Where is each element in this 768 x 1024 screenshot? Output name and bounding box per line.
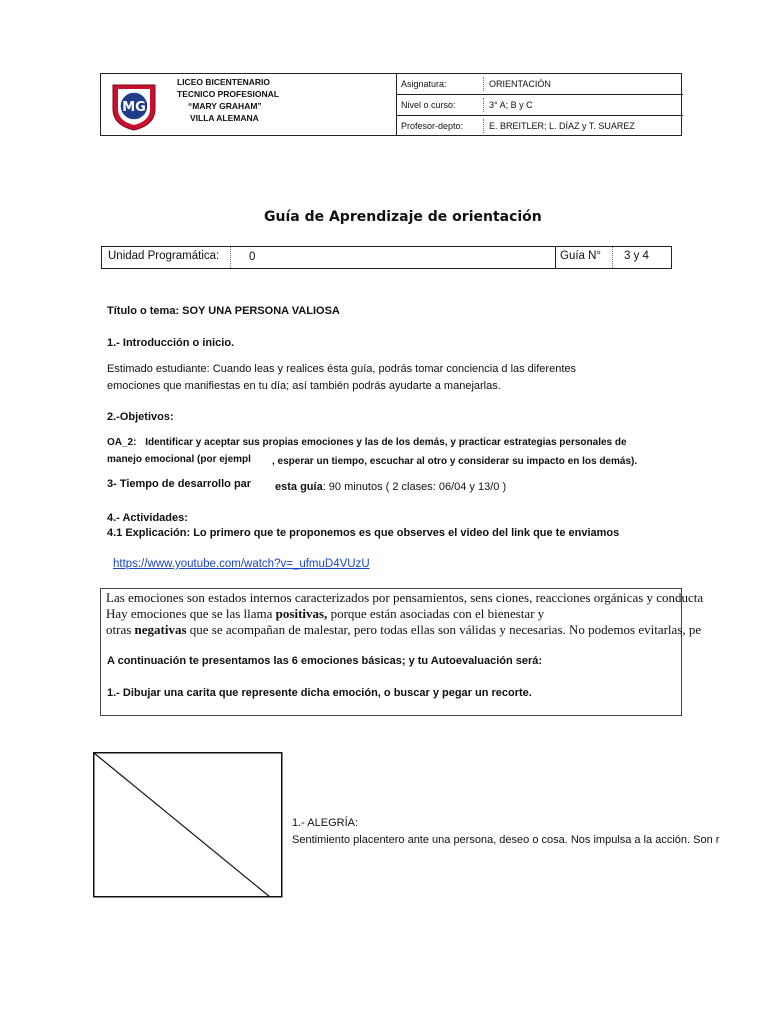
school-logo	[109, 79, 159, 131]
video-link[interactable]: https://www.youtube.com/watch?v=_ufmuD4VUzU	[113, 558, 370, 570]
box-text: Hay emociones que se las llama	[106, 606, 276, 621]
time-value	[275, 481, 506, 493]
objective-line-part: , esperar un tiempo, escuchar al otro y considerar su impacto en los demás).	[272, 456, 638, 467]
unit-label: Unidad Programática:	[108, 250, 220, 262]
box-text: otras	[106, 622, 135, 637]
row-separator	[483, 119, 484, 133]
unit-table	[101, 246, 672, 269]
header-row-level	[397, 95, 683, 116]
level-value: 3° A; B y C	[489, 100, 533, 110]
school-line: “MARY GRAHAM”	[188, 101, 262, 111]
box-instruction: A continuación te presentamos las 6 emociones básicas; y tu Autoevaluación será:	[107, 655, 543, 667]
objective-line	[107, 437, 627, 448]
guide-separator	[612, 247, 613, 268]
unit-value: 0	[249, 251, 256, 263]
intro-line: Estimado estudiante: Cuando leas y realices ésta guía, podrás tomar conciencia d las diferentes	[107, 363, 576, 375]
guide-label: Guía N°	[560, 250, 602, 262]
unit-separator	[230, 247, 231, 268]
box-line	[106, 622, 701, 638]
school-line: TECNICO PROFESIONAL	[177, 89, 280, 99]
box-line	[106, 606, 544, 622]
box-text: porque están asociadas con el bienestar y	[327, 606, 545, 621]
header-row-subject	[397, 74, 683, 95]
unit-divider	[555, 247, 556, 268]
objective-text: Identificar y aceptar sus propias emociones y las de los demás, y practicar estrategias personales de	[145, 437, 627, 448]
time-value-bold: esta guía	[275, 481, 323, 493]
emotion-heading: 1.- ALEGRÍA:	[292, 817, 359, 829]
diagonal-line	[94, 753, 270, 897]
explanation-label: 4.1 Explicación:	[107, 527, 191, 539]
activities-heading: 4.- Actividades:	[107, 512, 188, 524]
logo-text: MG	[122, 100, 146, 115]
level-label: Nivel o curso:	[401, 100, 456, 110]
box-text: que se acompañan de malestar, pero todas ellas son válidas y necesarias. No podemos evitarlas, pe	[186, 622, 702, 637]
guide-value: 3 y 4	[624, 250, 649, 262]
subject-value: ORIENTACIÓN	[489, 79, 551, 89]
explanation-line	[107, 527, 619, 539]
header-logo-cell	[101, 74, 397, 135]
objective-code: OA_2:	[107, 437, 137, 448]
header-row-teacher	[397, 116, 683, 137]
time-label: 3- Tiempo de desarrollo par	[107, 478, 252, 490]
time-value-rest: : 90 minutos ( 2 clases: 06/04 y 13/0 )	[322, 481, 507, 493]
school-name	[177, 76, 279, 124]
box-emphasis: positivas,	[275, 606, 328, 621]
objectives-heading: 2.-Objetivos:	[107, 411, 174, 423]
header-table	[100, 73, 682, 136]
intro-heading: 1.- Introducción o inicio.	[107, 337, 235, 349]
school-line: LICEO BICENTENARIO	[177, 77, 271, 87]
box-line: Las emociones son estados internos caracterizados por pensamientos, sens ciones, reacciones orgánicas y conducta	[106, 590, 704, 605]
box-emphasis: negativas	[134, 622, 187, 637]
subject-label: Asignatura:	[401, 79, 447, 89]
intro-line: emociones que manifiestas en tu día; así también podrás ayudarte a manejarlas.	[107, 380, 501, 392]
explanation-text: Lo primero que te proponemos es que observes el video del link que te enviamos	[190, 527, 620, 539]
teacher-value: E. BREITLER; L. DÍAZ y T. SUAREZ	[489, 121, 635, 131]
objective-line-part: manejo emocional (por ejempl	[107, 454, 251, 465]
emotion-description: Sentimiento placentero ante una persona, deseo o cosa. Nos impulsa a la acción. Son r	[292, 834, 720, 846]
document-title: Guía de Aprendizaje de orientación	[264, 209, 542, 225]
row-separator	[483, 98, 484, 112]
box-instruction: 1.- Dibujar una carita que represente dicha emoción, o buscar y pegar un recorte.	[107, 687, 532, 699]
topic-title: Título o tema: SOY UNA PERSONA VALIOSA	[107, 305, 340, 317]
teacher-label: Profesor-depto:	[401, 121, 464, 131]
school-line: VILLA ALEMANA	[190, 113, 259, 123]
drawing-box	[93, 752, 283, 898]
row-separator	[483, 77, 484, 91]
